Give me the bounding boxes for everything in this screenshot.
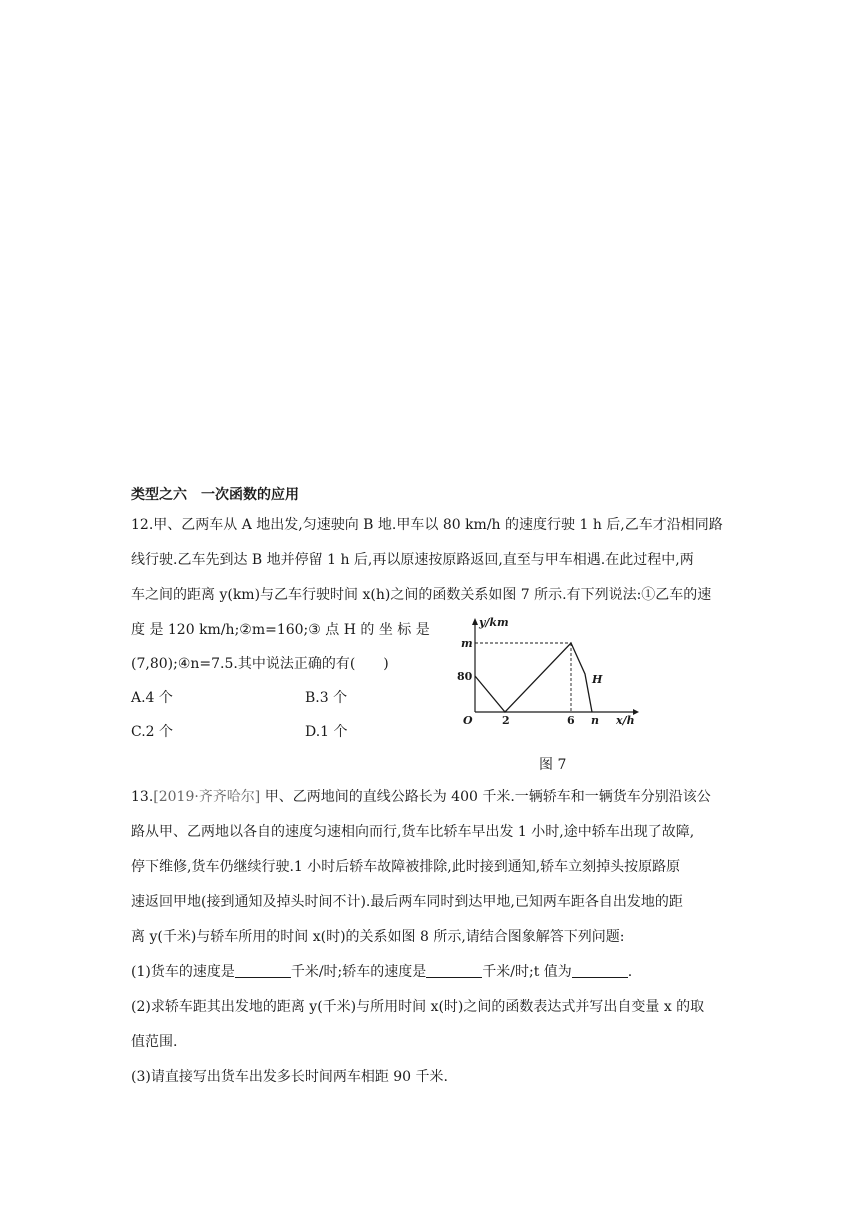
section-title: 一次函数的应用 (201, 487, 299, 503)
section-label: 类型之六 (131, 487, 187, 503)
label-x6: 6 (567, 714, 575, 727)
q12-option-d: D.1 个 (305, 724, 348, 740)
q13-part-2-line-2: 值范围. (131, 1034, 178, 1050)
q13-line-1-text: 甲、乙两地间的直线公路长为 400 千米.一辆轿车和一辆货车分别沿该公 (260, 789, 711, 805)
y-axis-label: y/km (479, 616, 509, 629)
q12-option-c: C.2 个 (131, 724, 174, 740)
label-x2: 2 (502, 714, 510, 727)
distance-graph-line (475, 643, 592, 712)
q13-line-2: 路从甲、乙两地以各自的速度匀速相向而行,货车比轿车早出发 1 小时,途中轿车出现了故障, (131, 824, 695, 840)
q12-line-2: 线行驶.乙车先到达 B 地并停留 1 h 后,再以原速按原路返回,直至与甲车相遇.在此过程中,两 (131, 552, 694, 568)
q12-line-1: 12.甲、乙两车从 A 地出发,匀速驶向 B 地.甲车以 80 km/h 的速度行驶 1 h 后,乙车才沿相同路 (131, 517, 723, 533)
q13-part-3: (3)请直接写出货车出发多长时间两车相距 90 千米. (131, 1069, 448, 1085)
label-80: 80 (457, 670, 473, 683)
q13-part-1-b: 千米/时;轿车的速度是 (290, 964, 427, 980)
q13-part-1-c: 千米/时;t 值为 (482, 964, 572, 980)
y-axis-arrow (472, 618, 478, 625)
q12-line-4: 度 是 120 km/h;②m=160;③ 点 H 的 坐 标 是 (131, 622, 430, 638)
answer-blank-t-value[interactable] (572, 963, 628, 978)
answer-blank-truck-speed[interactable] (235, 963, 291, 978)
q13-line-4: 速返回甲地(接到通知及掉头时间不计).最后两车同时到达甲地,已知两车距各自出发地的距 (131, 894, 683, 910)
x-axis-label: x/h (616, 714, 635, 727)
q13-citation: [2019·齐齐哈尔] (153, 789, 261, 805)
figure-7-graph (448, 612, 648, 732)
origin-label: O (463, 714, 473, 727)
label-H: H (592, 673, 603, 686)
q12-line-3: 车之间的距离 y(km)与乙车行驶时间 x(h)之间的函数关系如图 7 所示.有下列说法:①乙车的速 (131, 587, 712, 603)
q13-line-3: 停下维修,货车仍继续行驶.1 小时后轿车故障被排除,此时接到通知,轿车立刻掉头按原路原 (131, 859, 681, 875)
answer-blank-car-speed[interactable] (426, 963, 482, 978)
q13-part-1-a: (1)货车的速度是 (131, 964, 235, 980)
q13-part-1 (131, 962, 632, 982)
q12-line-5: (7,80);④n=7.5.其中说法正确的有( ) (131, 656, 389, 672)
q13-part-2-line-1: (2)求轿车距其出发地的距离 y(千米)与所用时间 x(时)之间的函数表达式并写出自变量 x 的取 (131, 999, 705, 1015)
q12-option-a: A.4 个 (131, 690, 173, 706)
q13-line-1 (131, 787, 711, 807)
q12-option-b: B.3 个 (305, 690, 348, 706)
q13-line-5: 离 y(千米)与轿车所用的时间 x(时)的关系如图 8 所示,请结合图象解答下列问题: (131, 929, 625, 945)
label-m: m (461, 637, 473, 650)
q13-number: 13. (131, 789, 154, 805)
label-n: n (591, 714, 599, 727)
figure-7-caption: 图 7 (539, 757, 567, 773)
section-heading (131, 484, 299, 504)
q13-part-1-d: . (627, 964, 633, 980)
